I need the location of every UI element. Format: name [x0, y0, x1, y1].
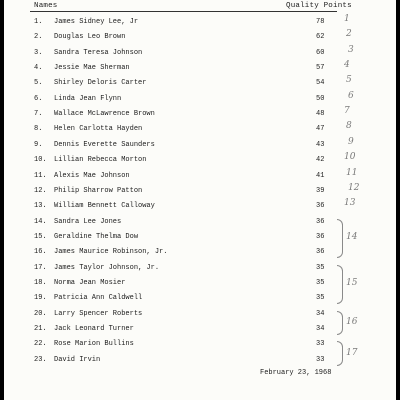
list-row [4, 14, 396, 27]
list-row [4, 182, 396, 196]
row-number: 21. [34, 325, 47, 333]
quality-points: 62 [316, 33, 325, 42]
quality-points: 33 [316, 340, 325, 349]
quality-points: 43 [316, 140, 325, 149]
quality-points: 35 [316, 278, 325, 287]
row-number: 3. [34, 48, 43, 57]
row-number: 9. [34, 140, 43, 149]
student-name: David Irvin [54, 355, 101, 364]
tie-brace [337, 311, 343, 335]
handwritten-rank-note: 9 [348, 136, 354, 147]
quality-points: 47 [316, 125, 325, 134]
student-name: Philip Sharrow Patton [54, 186, 143, 195]
quality-points: 39 [316, 186, 325, 195]
student-name: Linda Jean Flynn [54, 94, 122, 103]
quality-points: 34 [316, 325, 325, 333]
names-column-header: Names [34, 2, 58, 10]
student-name: James Maurice Robinson, Jr. [54, 248, 168, 257]
student-name: Sandra Lee Jones [54, 217, 122, 226]
tie-brace [337, 341, 343, 365]
list-row [4, 44, 396, 58]
student-name: James Sidney Lee, Jr [54, 18, 139, 26]
student-name: Shirley Deloris Carter [54, 79, 147, 88]
row-number: 16. [34, 248, 47, 257]
quality-points: 50 [316, 94, 325, 103]
handwritten-rank-note: 13 [344, 198, 356, 209]
row-number: 13. [34, 202, 47, 211]
list-row [4, 60, 396, 73]
quality-points: 60 [316, 48, 325, 57]
row-number: 18. [34, 278, 47, 287]
handwritten-group-rank: 14 [346, 232, 358, 243]
row-number: 23. [34, 355, 47, 364]
student-name: Jessie Mae Sherman [54, 64, 130, 73]
handwritten-rank-note: 3 [348, 44, 354, 55]
points-column-header: Quality Points [286, 2, 352, 10]
student-name: Geraldine Thelma Dow [54, 232, 139, 241]
handwritten-group-rank: 16 [346, 316, 358, 327]
quality-points: 42 [316, 156, 325, 165]
row-number: 1. [34, 18, 43, 26]
quality-points: 41 [316, 171, 325, 180]
row-number: 7. [34, 110, 43, 119]
student-name: Dennis Everette Saunders [54, 140, 155, 149]
list-row [4, 136, 396, 150]
handwritten-rank-note: 8 [346, 121, 352, 132]
list-row [4, 90, 396, 104]
student-name: Helen Carlotta Hayden [54, 125, 143, 134]
handwritten-rank-note: 11 [346, 167, 358, 178]
row-number: 6. [34, 94, 43, 103]
student-name: Alexis Mae Johnson [54, 171, 130, 180]
row-number: 12. [34, 186, 47, 195]
quality-points: 57 [316, 64, 325, 73]
quality-points: 36 [316, 217, 325, 226]
handwritten-group-rank: 17 [346, 347, 358, 358]
list-row [4, 152, 396, 165]
row-number: 15. [34, 232, 47, 241]
row-number: 14. [34, 217, 47, 226]
handwritten-rank-note: 6 [348, 90, 354, 101]
list-row [4, 121, 396, 134]
list-row [4, 29, 396, 42]
handwritten-rank-note: 5 [346, 75, 352, 86]
quality-points: 48 [316, 110, 325, 119]
handwritten-rank-note: 2 [346, 29, 352, 40]
student-name: James Taylor Johnson, Jr. [54, 263, 160, 272]
quality-points: 78 [316, 18, 325, 26]
document-date: February 23, 1968 [260, 369, 332, 377]
student-name: Rose Marion Bullins [54, 340, 134, 349]
row-number: 17. [34, 263, 47, 272]
student-name: Wallace McLawrence Brown [54, 110, 155, 119]
student-name: Patricia Ann Caldwell [54, 294, 143, 303]
list-row [4, 198, 396, 211]
list-row [4, 106, 396, 119]
student-name: William Bennett Calloway [54, 202, 155, 211]
header-rule [30, 11, 337, 12]
row-number: 8. [34, 125, 43, 134]
quality-points: 35 [316, 294, 325, 303]
quality-points: 36 [316, 248, 325, 257]
handwritten-rank-note: 4 [344, 60, 350, 71]
student-name: Larry Spencer Roberts [54, 309, 143, 318]
list-row [4, 75, 396, 88]
row-number: 19. [34, 294, 47, 303]
row-number: 20. [34, 309, 47, 318]
quality-points: 36 [316, 202, 325, 211]
handwritten-rank-note: 12 [348, 182, 360, 193]
quality-points: 35 [316, 263, 325, 272]
tie-brace [337, 265, 343, 305]
handwritten-rank-note: 7 [344, 106, 350, 117]
quality-points: 54 [316, 79, 325, 88]
row-number: 22. [34, 340, 47, 349]
document-page [4, 0, 396, 400]
row-number: 5. [34, 79, 43, 88]
student-name: Norma Jean Mosier [54, 278, 126, 287]
handwritten-rank-note: 1 [344, 14, 350, 24]
quality-points: 36 [316, 232, 325, 241]
row-number: 4. [34, 64, 43, 73]
list-row [4, 167, 396, 181]
tie-brace [337, 219, 343, 259]
student-name: Jack Leonard Turner [54, 325, 134, 333]
row-number: 11. [34, 171, 47, 180]
handwritten-group-rank: 15 [346, 278, 358, 289]
student-name: Sandra Teresa Johnson [54, 48, 143, 57]
row-number: 2. [34, 33, 43, 42]
quality-points: 33 [316, 355, 325, 364]
student-name: Douglas Leo Brown [54, 33, 126, 42]
handwritten-rank-note: 10 [344, 152, 356, 163]
row-number: 10. [34, 156, 47, 165]
student-name: Lillian Rebecca Morton [54, 156, 147, 165]
quality-points: 34 [316, 309, 325, 318]
